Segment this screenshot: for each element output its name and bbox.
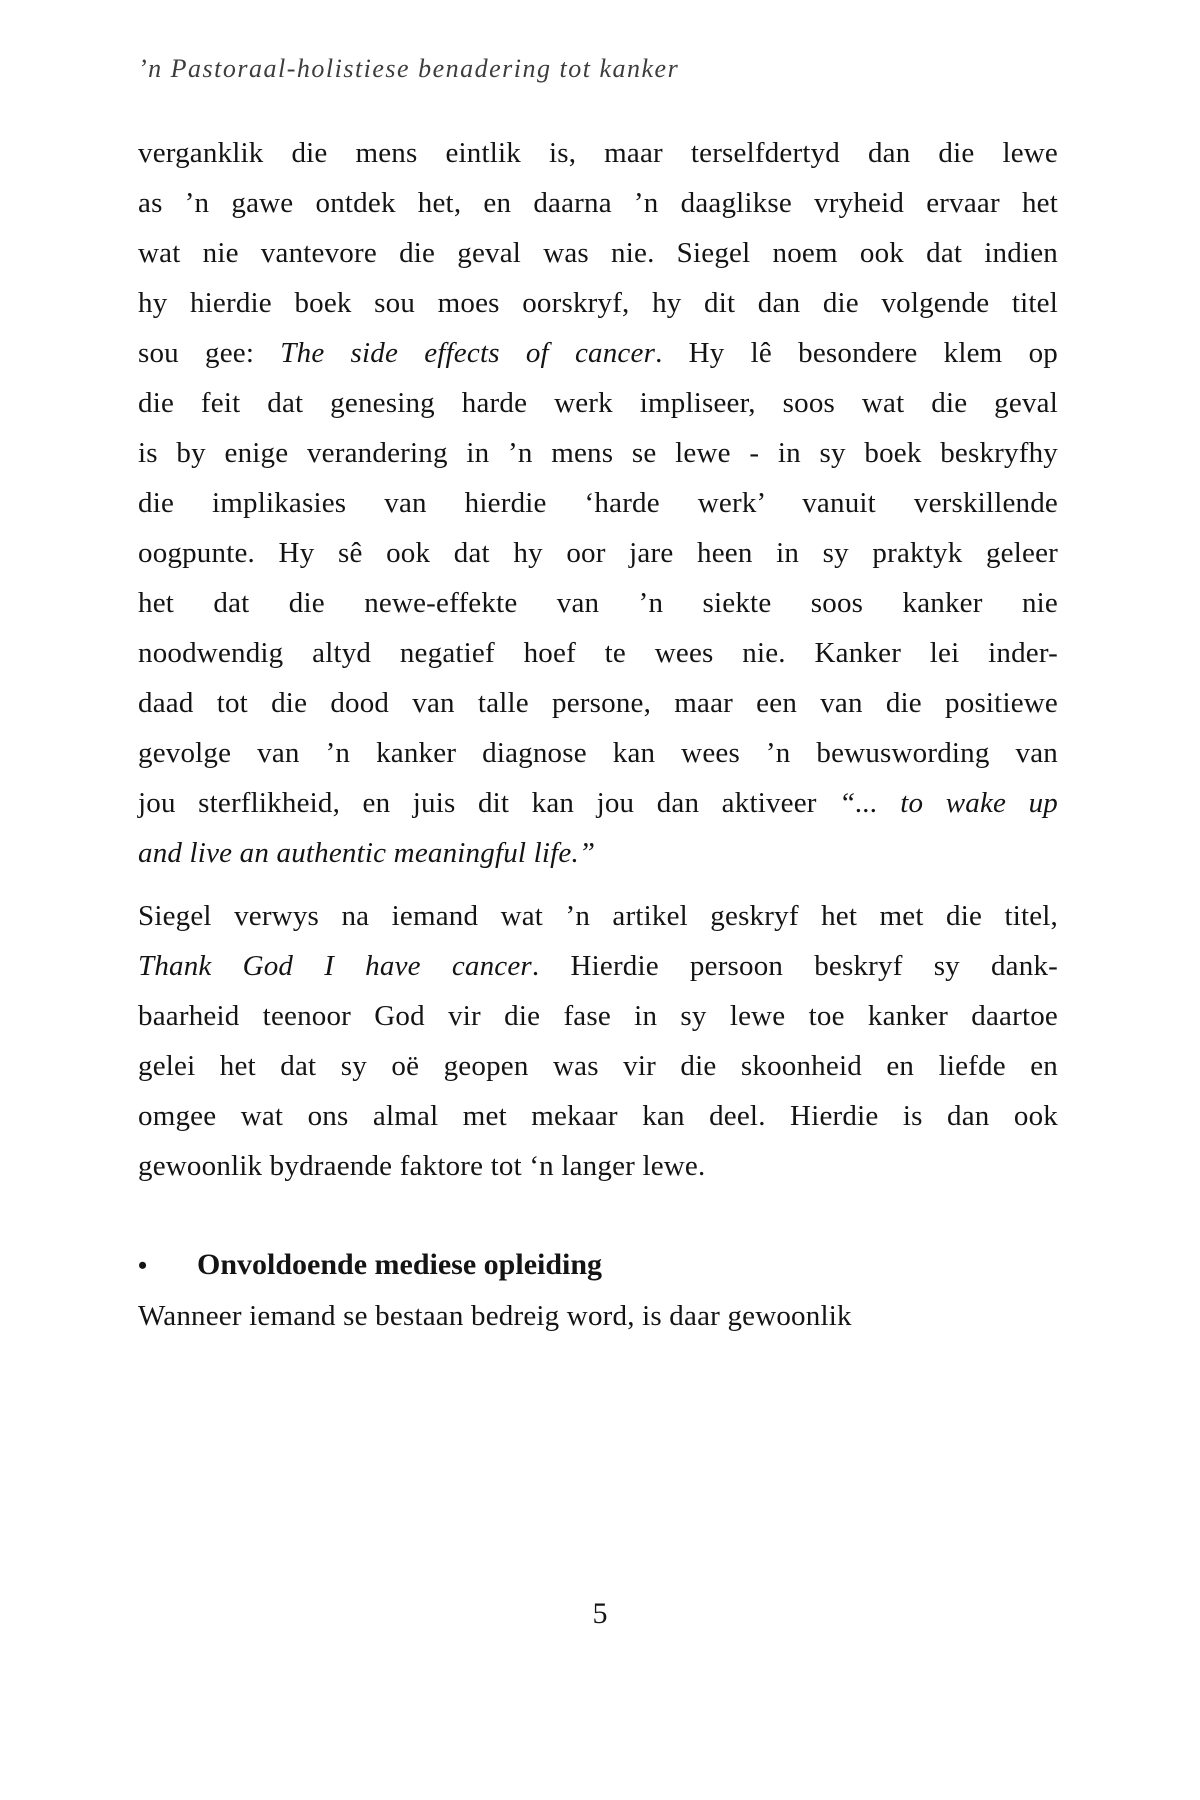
text-line	[138, 378, 1058, 428]
text-line	[138, 228, 1058, 278]
text-line	[138, 528, 1058, 578]
text-segment: die implikasies van hierdie ‘harde werk’ vanuit verskillende	[138, 487, 1058, 519]
text-segment: . Hy lê besondere klem op	[655, 337, 1058, 369]
text-segment: het dat die newe-effekte van ’n siekte soos kanker nie	[138, 587, 1058, 619]
text-segment: as ’n gawe ontdek het, en daarna ’n daaglikse vryheid ervaar het	[138, 187, 1058, 219]
text-segment: is by enige verandering in ’n mens se lewe - in sy boek beskryfhy	[138, 437, 1058, 469]
bullet-heading	[138, 1240, 1058, 1291]
text-line	[138, 728, 1058, 778]
text-line	[138, 941, 1058, 991]
text-line	[138, 1041, 1058, 1091]
text-line	[138, 428, 1058, 478]
text-segment: jou sterflikheid, en juis dit kan jou dan aktiveer	[138, 787, 840, 819]
text-segment: daad tot die dood van talle persone, maar een van die positiewe	[138, 687, 1058, 719]
text-segment: sou gee:	[138, 337, 281, 369]
text-line	[138, 628, 1058, 678]
page-number: 5	[592, 1597, 608, 1630]
italic-text-segment: “... to wake up	[839, 787, 1058, 819]
text-segment: gewoonlik bydraende faktore tot ‘n langer lewe.	[138, 1150, 706, 1182]
text-segment: baarheid teenoor God vir die fase in sy lewe toe kanker daartoe	[138, 1000, 1058, 1032]
text-segment: hy hierdie boek sou moes oorskryf, hy dit dan die volgende titel	[138, 287, 1058, 319]
text-segment: gelei het dat sy oë geopen was vir die skoonheid en liefde en	[138, 1050, 1058, 1082]
text-segment: die feit dat genesing harde werk impliseer, soos wat die geval	[138, 387, 1058, 419]
text-line	[138, 278, 1058, 328]
text-line	[138, 1291, 1058, 1341]
text-line	[138, 178, 1058, 228]
text-line	[138, 828, 1058, 878]
text-segment: Siegel verwys na iemand wat ’n artikel geskryf het met die titel,	[138, 900, 1058, 932]
bullet-heading-label: Onvoldoende mediese opleiding	[197, 1248, 603, 1281]
text-segment: verganklik die mens eintlik is, maar terselfdertyd dan die lewe	[138, 137, 1058, 169]
text-line	[138, 1141, 1058, 1191]
after-heading-text	[138, 1291, 1058, 1341]
text-segment: omgee wat ons almal met mekaar kan deel. Hierdie is dan ook	[138, 1100, 1058, 1132]
text-line	[138, 128, 1058, 178]
text-line	[138, 578, 1058, 628]
text-line	[138, 778, 1058, 828]
bullet-icon: •	[138, 1251, 148, 1280]
text-line	[138, 478, 1058, 528]
paragraph-2	[138, 891, 1058, 1191]
text-segment: . Hierdie persoon beskryf sy dank-	[531, 950, 1059, 982]
body-text	[138, 128, 1058, 1191]
text-segment: oogpunte. Hy sê ook dat hy oor jare heen in sy praktyk geleer	[138, 537, 1058, 569]
italic-text-segment: Thank God I have cancer	[138, 950, 532, 982]
page-content	[138, 128, 1058, 1341]
running-header: ’n Pastoraal-holistiese benadering tot kanker	[138, 54, 680, 83]
italic-text-segment: and live an authentic meaningful life.”	[138, 837, 596, 869]
text-line	[138, 1091, 1058, 1141]
paragraph-1	[138, 128, 1058, 878]
text-line	[138, 328, 1058, 378]
text-segment: Wanneer iemand se bestaan bedreig word, is daar gewoonlik	[138, 1300, 852, 1332]
text-line	[138, 991, 1058, 1041]
text-line	[138, 678, 1058, 728]
text-segment: gevolge van ’n kanker diagnose kan wees ’n bewuswording van	[138, 737, 1058, 769]
text-line	[138, 891, 1058, 941]
italic-text-segment: The side effects of cancer	[280, 337, 656, 369]
text-segment: noodwendig altyd negatief hoef te wees nie. Kanker lei inder-	[138, 637, 1058, 669]
text-segment: wat nie vantevore die geval was nie. Siegel noem ook dat indien	[138, 237, 1058, 269]
